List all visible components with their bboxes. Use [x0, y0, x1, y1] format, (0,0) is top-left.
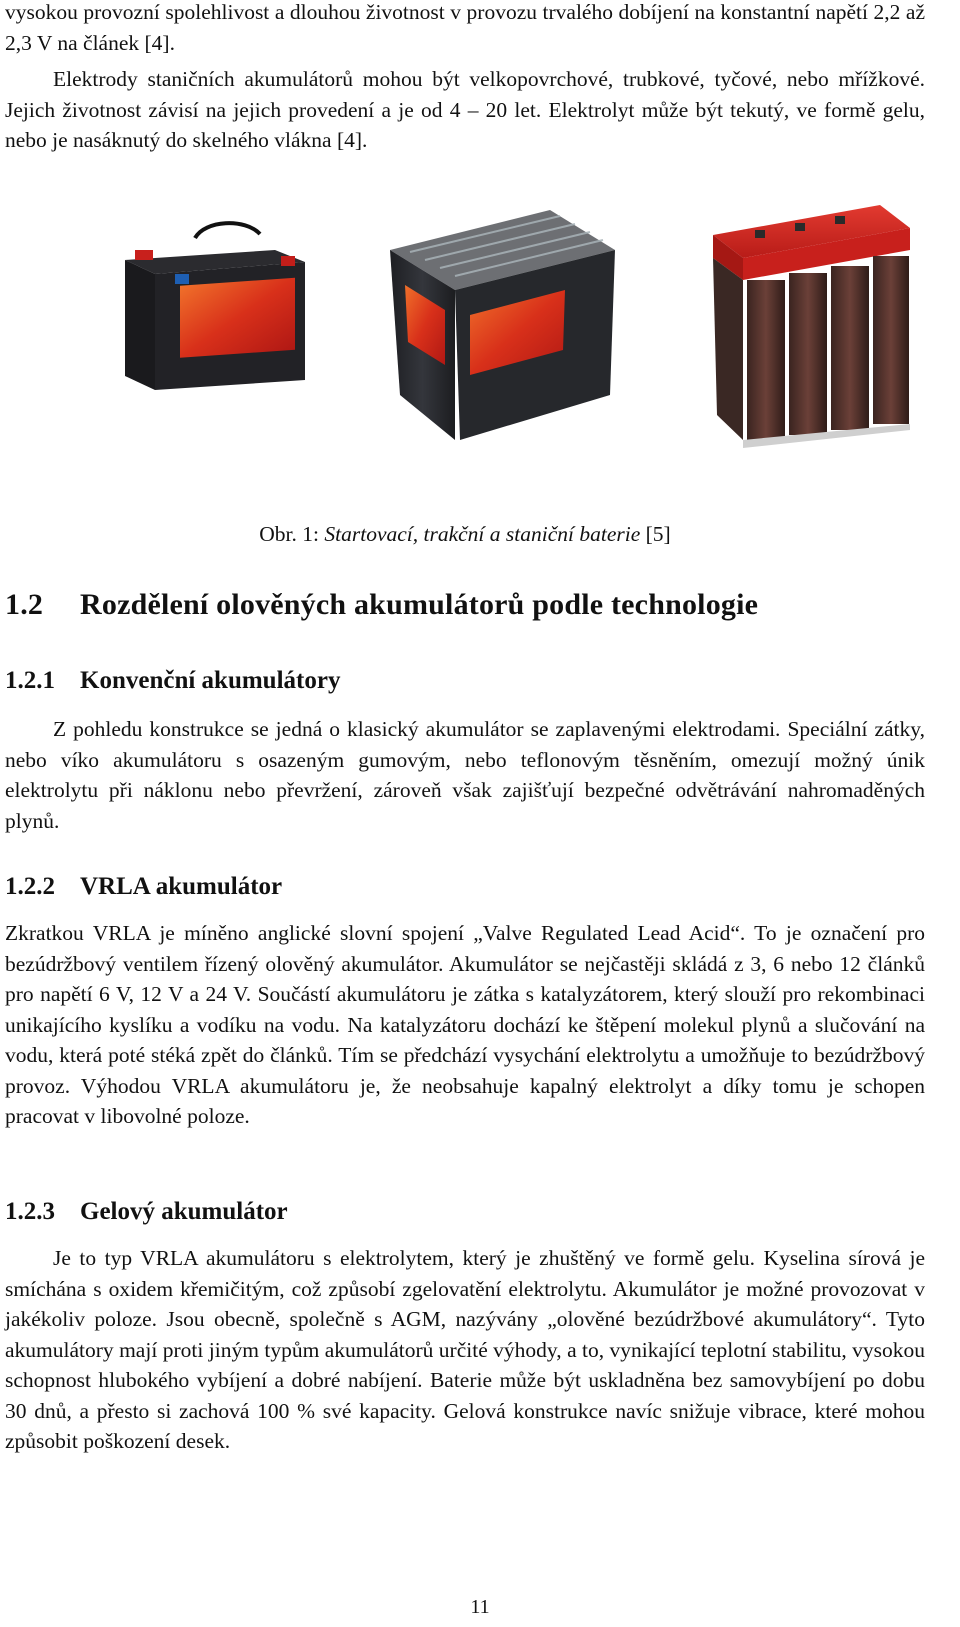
- vrla-paragraph-block: [5, 918, 925, 1132]
- intro-paragraph-1: vysokou provozní spolehlivost a dlouhou životnost v provozu trvalého dobíjení na konstantní napětí 2,2 až 2,3 V na článek [4].: [5, 0, 925, 55]
- subsection-title: Gelový akumulátor: [80, 1198, 288, 1225]
- section-title: Rozdělení olověných akumulátorů podle technologie: [80, 588, 759, 621]
- battery-illustration: [5, 190, 925, 460]
- gel-battery-paragraph: Je to typ VRLA akumulátoru s elektrolytem, který je zhuštěný ve formě gelu. Kyselina sírová je smíchána s oxidem křemičitým, což způsobí zgelovatění elektrolytu. Akumulátor je možné provozovat v jakékoliv poloze. Jsou obecně, společně s AGM, nazývány „olověné bezúdržbové akumulátory“. Tyto akumulátory mají proti jiným typům akumulátorů určité výhody, a to, vynikající teplotní stabilitu, vysokou schopnost hlubokého vybíjení a dobré nabíjení. Baterie může být uskladněna bez samovybíjení po dobu 30 dnů, a přesto si zachová 100 % své kapacity. Gelová konstrukce navíc snižuje vibrace, které mohou způsobit poškození desek.: [5, 1246, 925, 1453]
- page-number: 11: [470, 1596, 490, 1618]
- gel-battery-paragraph-block: [5, 1243, 925, 1457]
- starter-battery: [125, 223, 305, 390]
- subsection-heading-1-2-3: [5, 1198, 288, 1226]
- caption-prefix: Obr. 1:: [259, 522, 319, 546]
- stationary-battery: [713, 205, 910, 448]
- vrla-paragraph: Zkratkou VRLA je míněno anglické slovní spojení „Valve Regulated Lead Acid“. To je označení pro bezúdržbový ventilem řízený olověný akumulátor. Akumulátor se nejčastěji skládá z 3, 6 nebo 12 článků pro napětí 6 V, 12 V a 24 V. Součástí akumulátoru je zátka s katalyzátorem, který slouží pro rekombinaci unikajícího kyslíku a vodíku na vodu. Na katalyzátoru dochází ke štěpení molekul plynů a slučování na vodu, která poté stéká zpět do článků. Tím se předchází vysychání elektrolytu a umožňuje to bezúdržbový provoz. Výhodou VRLA akumulátoru je, že neobsahuje kapalný elektrolyt a díky tomu je schopen pracovat v libovolné poloze.: [5, 921, 925, 1128]
- subsection-title: VRLA akumulátor: [80, 873, 283, 900]
- intro-paragraph-2: Elektrody staničních akumulátorů mohou být velkopovrchové, trubkové, tyčové, nebo mřížkové. Jejich životnost závisí na jejich provedení a je od 4 – 20 let. Elektrolyt může být tekutý, ve formě gelu, nebo je nasáknutý do skelného vlákna [4].: [5, 67, 925, 152]
- conventional-battery-paragraph-block: [5, 714, 925, 836]
- conventional-battery-paragraph: Z pohledu konstrukce se jedná o klasický akumulátor se zaplavenými elektrodami. Speciální zátky, nebo víko akumulátoru s osazeným gumovým, nebo teflonovým těsněním, omezují možný únik elektrolytu při náklonu nebo převržení, zároveň však zajišťují bezpečné odvětrávání nahromaděných plynů.: [5, 717, 925, 833]
- subsection-number: 1.2.1: [5, 667, 55, 694]
- caption-reference: [5]: [645, 522, 671, 546]
- traction-battery: [390, 210, 615, 440]
- battery-figure: [5, 190, 925, 460]
- section-heading-1-2: [5, 588, 758, 622]
- subsection-number: 1.2.3: [5, 1198, 55, 1225]
- caption-text: Startovací, trakční a staniční baterie: [324, 522, 641, 546]
- section-number: 1.2: [5, 588, 44, 621]
- subsection-title: Konvenční akumulátory: [80, 667, 341, 694]
- subsection-heading-1-2-2: [5, 873, 282, 901]
- intro-block: [5, 0, 925, 156]
- subsection-number: 1.2.2: [5, 873, 55, 900]
- figure-caption: [5, 522, 925, 547]
- subsection-heading-1-2-1: [5, 667, 340, 695]
